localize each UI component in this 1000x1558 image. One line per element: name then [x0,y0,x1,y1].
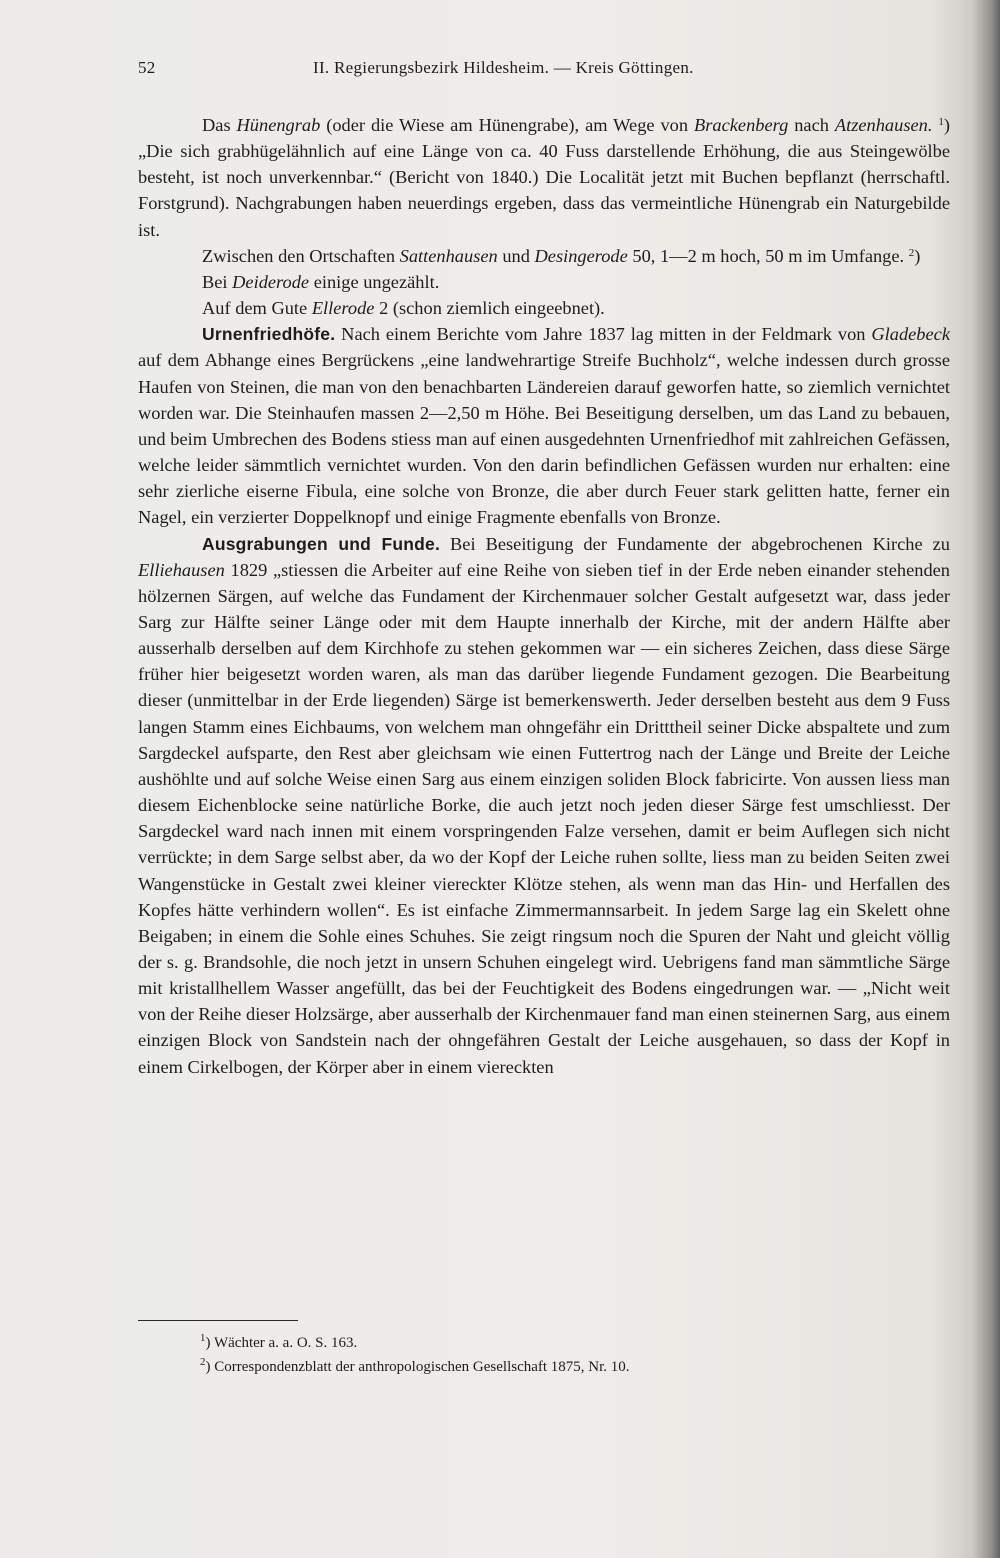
section-heading: Urnenfriedhöfe. [202,324,336,345]
footnote-ref: 2 [908,246,915,259]
page-number: 52 [138,58,156,77]
footnote: $^1$) Wächter a. a. O. S. 163. [200,1332,358,1351]
paragraph-deiderode: Bei Deiderode einige ungezählt. [202,271,440,292]
place-name: Brackenberg [694,115,789,135]
paragraph-ellerode: Auf dem Gute Ellerode 2 (schon ziemlich eingeebnet). [202,298,605,319]
paragraph-sattenhausen: Zwischen den Ortschaften Sattenhausen und Desingerode 50, 1—2 m hoch, 50 m im Umfange. $^2$) [202,245,921,266]
section-urnenfriedhoefe: Urnenfriedhöfe. Nach einem Berichte vom Jahre 1837 lag mitten in der Feldmark von Gladebeck auf dem Abhange eines Bergrückens „eine landwehrartige Streife Buchholz“, welche indessen durch grosse Haufen von Steinen, die man von den benachbarten Ländereien darauf geworfen hatte, so ziemlich vernichtet worden war. Die Steinhaufen massen 2—2,50 m Höhe. Bei Beseitigung derselben, um das Land zu bebauen, und beim Umbrechen des Bodens stiess man auf einen ausgedehnten Urnenfriedhof mit zahlreichen Gefässen, welche leider sämmtlich vernichtet wurden. Von den darin befindlichen Gefässen wurden nur erhalten: eine sehr zierliche eiserne Fibula, eine solche von Bronze, die aber durch Feuer stark gelitten hatte, ferner ein Nagel, ein verzierter Doppelknopf und einige Fragmente ebenfalls von Bronze. [138,324,950,528]
place-name: Elliehausen [138,559,225,580]
place-name: Hünengrab [236,115,321,135]
section-heading: Ausgrabungen und Funde. [202,533,441,554]
footnote: $^2$) Correspondenzblatt der anthropologischen Gesellschaft 1875, Nr. 10. [200,1356,630,1375]
place-name: Atzenhausen. [834,115,933,135]
page-body [138,112,950,1080]
page-edge-shadow [972,0,1000,1558]
place-name: Gladebeck [871,324,950,345]
paragraph-huenengrab: Das Hünengrab (oder die Wiese am Hünengrabe), am Wege von Brackenberg nach Atzenhausen. $^1$) „Die sich grabhügelähnlich auf eine Länge von ca. 40 Fuss darstellende Erhöhung, die aus Steingewölbe besteht, ist noch unverkennbar.“ (Bericht von 1840.) Die Localität jetzt mit Buchen bepflanzt (herrschaftl. Forstgrund). Nachgrabungen haben neuerdings ergeben, dass das vermeintliche Hünengrab ein Naturgebilde ist. [138,115,950,240]
place-name: Ellerode [311,298,375,319]
footnote-ref: 1 [938,116,944,128]
place-name: Sattenhausen [399,245,498,266]
footnotes [200,1331,900,1379]
footnote-rule [138,1320,298,1321]
section-ausgrabungen: Ausgrabungen und Funde. Bei Beseitigung der Fundamente der abgebrochenen Kirche zu Elliehausen 1829 „stiessen die Arbeiter auf eine Reihe von sieben tief in der Erde neben einander stehenden hölzernen Särgen, auf welche das Fundament der Kirchenmauer solcher Gestalt aufgesetzt war, dass jeder Sarg zur Hälfte seiner Länge oder mit dem Haupte innerhalb der Kirche, mit der andern Hälfte aber ausserhalb derselben auf dem Kirchhofe zu stehen gekommen war — ein sicheres Zeichen, dass diese Särge früher hier beigesetzt worden waren, als man das darüber liegende Fundament gezogen. Die Bearbeitung dieser (unmittelbar in der Erde liegenden) Särge ist bemerkenswerth. Jeder derselben besteht aus dem 9 Fuss langen Stamm eines Eichbaums, von welchem man ohngefähr ein Dritttheil seiner Dicke abspaltete und zum Sargdeckel aufsparte, den Rest aber gleichsam wie einen Futtertrog nach der Länge und Breite der Leiche aushöhlte und auf solche Weise einen Sarg aus einem einzigen soliden Block fabricirte. Von aussen liess man diesem Eichenblocke seine natürliche Borke, die auch jetzt noch jeden dieser Särge fest umschliesst. Der Sargdeckel ward nach innen mit einem vorspringenden Falze versehen, damit er beim Auflegen sich nicht verrückte; in dem Sarge selbst aber, da wo der Kopf der Leiche ruhen sollte, liess man zu beiden Seiten zwei Wangenstücke in Gestalt zwei kleiner viereckter Klötze stehen, als wenn man das Hin- und Herfallen des Kopfes hätte verhindern wollen“. Es ist einfache Zimmermannsarbeit. In jedem Sarge lag ein Skelett ohne Beigaben; in einem die Sohle eines Schuhes. Sie zeigt ringsum noch die Spuren der Naht und gleicht völlig der s. g. Brandsohle, die noch jetzt in unsern Schuhen eingelegt wird. Uebrigens fand man sämmtliche Särge mit kristallhellem Wasser angefüllt, das bei der Feuchtigkeit des Bodens eingedrungen war. — „Nicht weit von der Reihe dieser Holzsärge, aber ausserhalb der Kirchenmauer fand man einen steinernen Sarg, aus einem einzigen Block von Sandstein nach der ohngefähren Gestalt der Leiche ausgehauen, so dass der Kopf in einem Cirkelbogen, der Körper aber in einem viereckten [138,533,950,1077]
running-header [138,58,948,84]
running-title: II. Regierungsbezirk Hildesheim. — Kreis Göttingen. [313,58,694,77]
place-name: Deiderode [232,271,310,292]
place-name: Desingerode [534,245,628,266]
